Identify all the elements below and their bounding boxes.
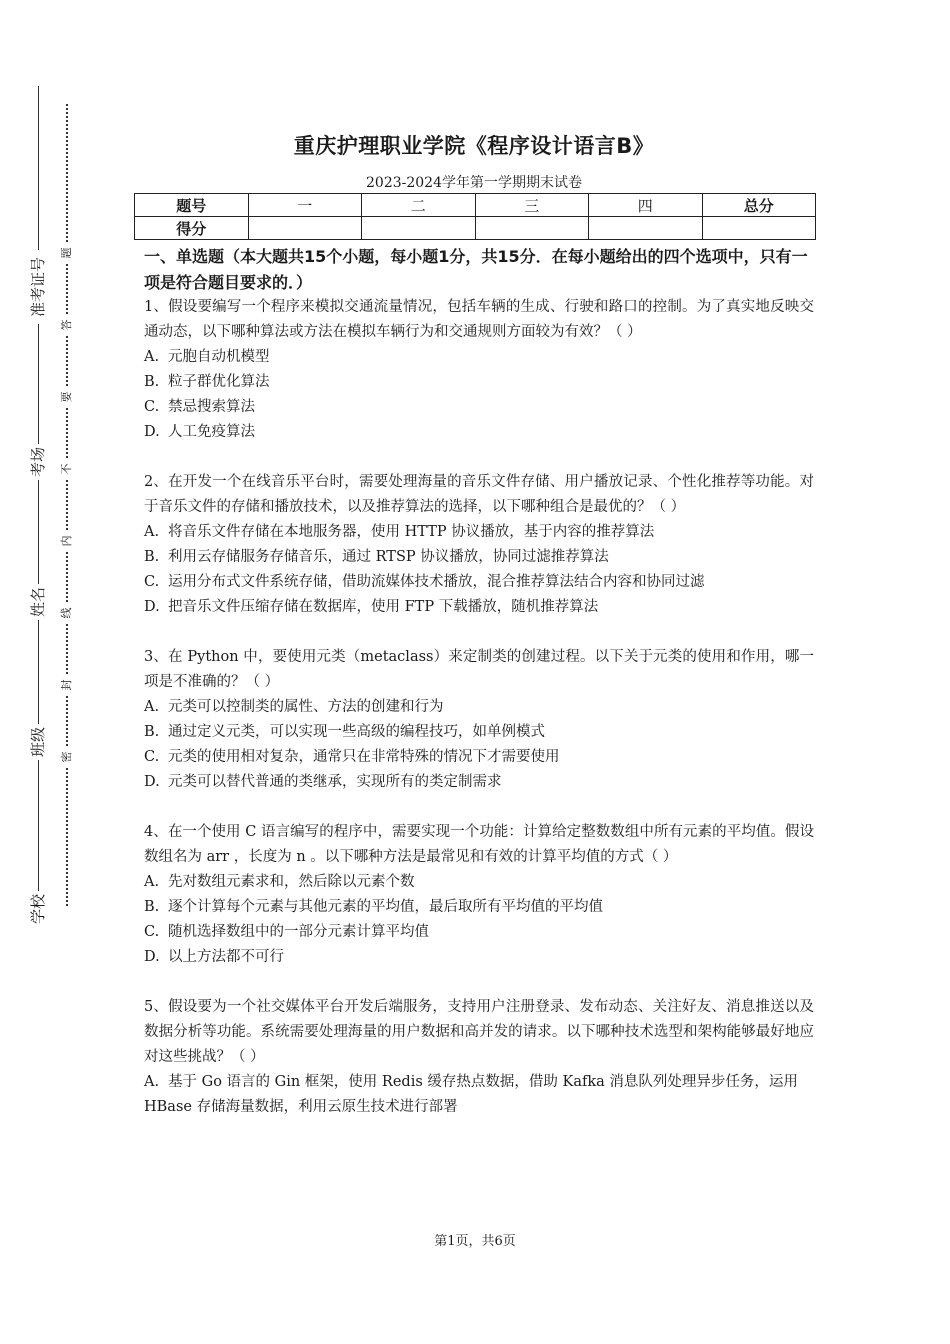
score-table-header-cell: 题号 — [135, 194, 249, 217]
option-text: 元类可以替代普通的类继承，实现所有的类定制需求 — [168, 774, 502, 790]
option-a[interactable] — [144, 1070, 814, 1120]
option-letter: D. — [144, 774, 160, 790]
binding-label-school: 学校 — [27, 891, 49, 927]
question-4 — [144, 820, 814, 970]
option-text: 人工免疫算法 — [168, 424, 255, 440]
score-table-score-row — [135, 217, 816, 240]
option-letter: C. — [144, 924, 160, 940]
option-b[interactable] — [144, 545, 814, 570]
option-letter: A. — [144, 874, 160, 890]
exam-subtitle: 2023-2024学年第一学期期末试卷 — [366, 175, 582, 191]
option-letter: A. — [144, 524, 160, 540]
score-table-header-cell: 一 — [248, 194, 362, 217]
option-letter: C. — [144, 399, 160, 415]
option-c[interactable] — [144, 570, 814, 595]
seal-char: 密 — [58, 747, 76, 767]
score-table — [134, 193, 816, 240]
seal-char: 封 — [58, 675, 76, 695]
option-text: 将音乐文件存储在本地服务器，使用 HTTP 协议播放，基于内容的推荐算法 — [168, 524, 655, 540]
option-text: 元胞自动机模型 — [168, 349, 270, 365]
option-d[interactable] — [144, 595, 814, 620]
question-stem: 4、在一个使用 C 语言编写的程序中，需要实现一个功能：计算给定整数数组中所有元素的平均值。假设数组名为 arr ，长度为 n 。以下哪种方法是最常见和有效的计算平均值的方式（ ） — [144, 824, 814, 865]
binding-label-class: 班级 — [27, 724, 49, 760]
binding-label-exam-room: 考场 — [27, 444, 49, 480]
option-text: 元类的使用相对复杂，通常只在非常特殊的情况下才需要使用 — [168, 749, 560, 765]
score-cell-total[interactable] — [702, 217, 816, 240]
option-letter: B. — [144, 899, 160, 915]
score-cell-3[interactable] — [475, 217, 589, 240]
option-letter: D. — [144, 599, 160, 615]
page-number: 第1页，共6页 — [434, 1234, 516, 1249]
option-letter: B. — [144, 549, 160, 565]
option-text: 元类可以控制类的属性、方法的创建和行为 — [168, 699, 444, 715]
seal-char: 要 — [58, 387, 76, 407]
option-text: 以上方法都不可行 — [168, 949, 284, 965]
score-table-header-cell: 总分 — [702, 194, 816, 217]
option-text: 逐个计算每个元素与其他元素的平均值，最后取所有平均值的平均值 — [168, 899, 603, 915]
question-5 — [144, 995, 814, 1120]
question-1 — [144, 295, 814, 445]
option-text: 通过定义元类，可以实现一些高级的编程技巧，如单例模式 — [168, 724, 545, 740]
option-text: 先对数组元素求和，然后除以元素个数 — [168, 874, 415, 890]
seal-char: 不 — [58, 459, 76, 479]
score-cell-1[interactable] — [248, 217, 362, 240]
option-text: 运用分布式文件系统存储，借助流媒体技术播放，混合推荐算法结合内容和协同过滤 — [168, 574, 705, 590]
binding-label-name: 姓名 — [27, 584, 49, 620]
seal-char: 内 — [58, 531, 76, 551]
seal-char: 题 — [58, 243, 76, 263]
option-c[interactable] — [144, 920, 814, 945]
option-letter: A. — [144, 699, 160, 715]
section-heading: 一、单选题（本大题共15个小题，每小题1分，共15分．在每小题给出的四个选项中，只有一项是符合题目要求的．） — [144, 247, 808, 292]
option-text: 粒子群优化算法 — [168, 374, 270, 390]
score-table-header-cell: 二 — [362, 194, 476, 217]
binding-label-exam-id: 准考证号 — [27, 250, 49, 324]
question-stem: 2、在开发一个在线音乐平台时，需要处理海量的音乐文件存储、用户播放记录、个性化推荐等功能。对于音乐文件的存储和播放技术，以及推荐算法的选择，以下哪种组合是最优的？（ ） — [144, 474, 814, 515]
option-c[interactable] — [144, 395, 814, 420]
score-table-header-cell: 三 — [475, 194, 589, 217]
option-d[interactable] — [144, 770, 814, 795]
option-text: 随机选择数组中的一部分元素计算平均值 — [168, 924, 429, 940]
option-a[interactable] — [144, 695, 814, 720]
question-list — [144, 295, 814, 1120]
option-a[interactable] — [144, 870, 814, 895]
option-b[interactable] — [144, 720, 814, 745]
option-letter: D. — [144, 949, 160, 965]
seal-char: 答 — [58, 315, 76, 335]
question-3 — [144, 645, 814, 795]
option-text: 禁忌搜索算法 — [168, 399, 255, 415]
question-stem: 5、假设要为一个社交媒体平台开发后端服务，支持用户注册登录、发布动态、关注好友、消息推送以及数据分析等功能。系统需要处理海量的用户数据和高并发的请求。以下哪种技术选型和架构能够最好地应对这些挑战？（ ） — [144, 999, 814, 1065]
question-stem: 3、在 Python 中，要使用元类（metaclass）来定制类的创建过程。以下关于元类的使用和作用，哪一项是不准确的？（ ） — [144, 649, 814, 690]
option-d[interactable] — [144, 945, 814, 970]
option-letter: C. — [144, 749, 160, 765]
option-letter: D. — [144, 424, 160, 440]
option-letter: C. — [144, 574, 160, 590]
option-d[interactable] — [144, 420, 814, 445]
option-c[interactable] — [144, 745, 814, 770]
score-cell-2[interactable] — [362, 217, 476, 240]
option-a[interactable] — [144, 345, 814, 370]
option-b[interactable] — [144, 370, 814, 395]
binding-margin — [0, 0, 110, 1344]
option-letter: B. — [144, 374, 160, 390]
score-row-label: 得分 — [135, 217, 249, 240]
question-2 — [144, 470, 814, 620]
option-letter: B. — [144, 724, 160, 740]
option-text: 把音乐文件压缩存储在数据库，使用 FTP 下载播放，随机推荐算法 — [168, 599, 599, 615]
score-cell-4[interactable] — [589, 217, 703, 240]
score-table-header-cell: 四 — [589, 194, 703, 217]
exam-title: 重庆护理职业学院《程序设计语言B》 — [293, 134, 655, 158]
option-b[interactable] — [144, 895, 814, 920]
seal-char: 线 — [58, 603, 76, 623]
option-text: 利用云存储服务存储音乐，通过 RTSP 协议播放，协同过滤推荐算法 — [168, 549, 609, 565]
binding-dotted-line — [66, 104, 68, 906]
option-letter: A. — [144, 1074, 160, 1090]
option-letter: A. — [144, 349, 160, 365]
option-text: 基于 Go 语言的 Gin 框架，使用 Redis 缓存热点数据，借助 Kafka 消息队列处理异步任务，运用 HBase 存储海量数据，利用云原生技术进行部署 — [144, 1074, 798, 1115]
binding-solid-line — [38, 86, 39, 926]
score-table-header-row — [135, 194, 816, 217]
question-stem: 1、假设要编写一个程序来模拟交通流量情况，包括车辆的生成、行驶和路口的控制。为了真实地反映交通动态，以下哪种算法或方法在模拟车辆行为和交通规则方面较为有效？（ ） — [144, 299, 814, 340]
option-a[interactable] — [144, 520, 814, 545]
